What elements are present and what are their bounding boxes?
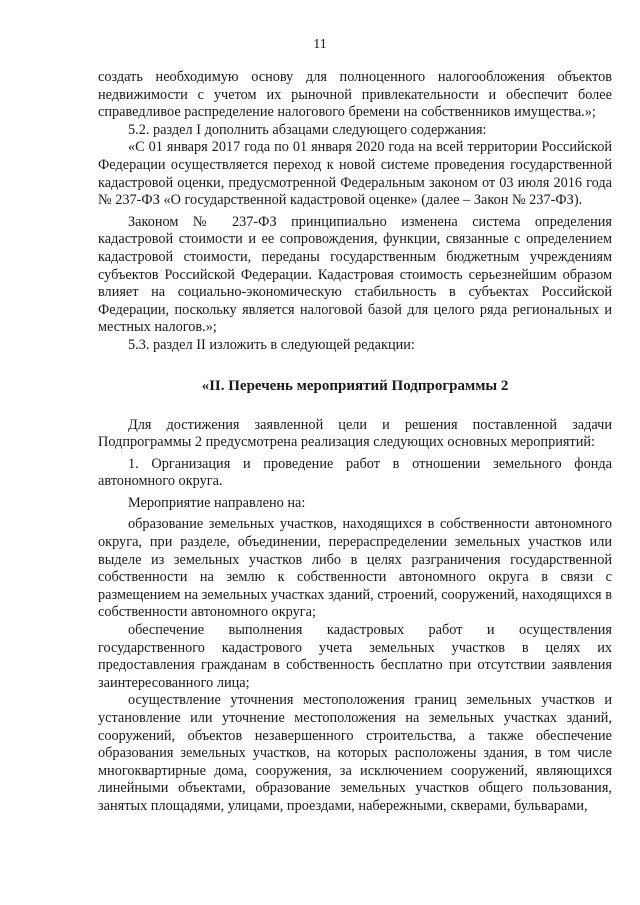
page-number: 11	[313, 37, 327, 52]
paragraph-continuation: создать необходимую основу для полноценного налогообложения объектов недвижимости с учетом их рыночной привлекательности и обеспечит более справедливое распределение налогового бремени на собственников имущества.»;	[98, 69, 612, 121]
paragraph-boundaries: осуществление уточнения местоположения границ земельных участков и установление или уточнение местоположения на земельных участках зданий, сооружений, объектов незавершенного строительства, а также обеспечение образования земельных участков, на которых расположены здания, в том числе многоквартирные дома, сооружения, за исключением сооружений, являющихся линейными объектами, образование земельных участков общего пользования, занятых площадями, улицами, проездами, набережными, скверами, бульварами,	[98, 692, 612, 814]
paragraph-measure-1: 1. Организация и проведение работ в отношении земельного фонда автономного округа.	[98, 455, 612, 490]
paragraph-law-237: Законом № 237-ФЗ принципиально изменена система определения кадастровой стоимости и ее сопровождения, функции, связанные с определением кадастровой стоимости, переданы государственным бюджетным учреждениям субъектов Российской Федерации. Кадастровая стоимость серьезнейшим образом влияет на социально-экономическую стабильность в субъектах Российской Федерации, поскольку является налоговой базой для целого ряда региональных и местных налогов.»;	[98, 213, 612, 336]
paragraph-item-5-3: 5.3. раздел II изложить в следующей редакции:	[128, 336, 415, 353]
document-body	[98, 69, 612, 816]
paragraph-land-formation: образование земельных участков, находящихся в собственности автономного округа, при разделе, объединении, перераспределении земельных участков или выделе из земельных участков либо в целях разграничения государственной собственности на землю к собственности автономного округа в связи с размещением на земельных участках зданий, строений, сооружений, находящихся в собственности автономного округа;	[98, 516, 612, 621]
paragraph-measure-aim: Мероприятие направлено на:	[128, 494, 306, 511]
paragraph-cadastral-works: обеспечение выполнения кадастровых работ и осуществления государственного кадастрового учета земельных участков в целях их предоставления гражданам в собственность бесплатно при отсутствии заявления заинтересованного лица;	[98, 622, 612, 691]
paragraph-item-5-2: 5.2. раздел I дополнить абзацами следующего содержания:	[128, 121, 487, 138]
paragraph-goal: Для достижения заявленной цели и решения поставленной задачи Подпрограммы 2 предусмотрена реализация следующих основных мероприятий:	[98, 416, 612, 451]
paragraph-quote-start: «С 01 января 2017 года по 01 января 2020 года на всей территории Российской Федерации осуществляется переход к новой системе проведения государственной кадастровой оценки, предусмотренной Федеральным законом от 03 июля 2016 года № 237-ФЗ «О государственной кадастровой оценке» (далее – Закон № 237-ФЗ).	[98, 139, 612, 209]
section-heading: «II. Перечень мероприятий Подпрограммы 2	[201, 377, 509, 394]
